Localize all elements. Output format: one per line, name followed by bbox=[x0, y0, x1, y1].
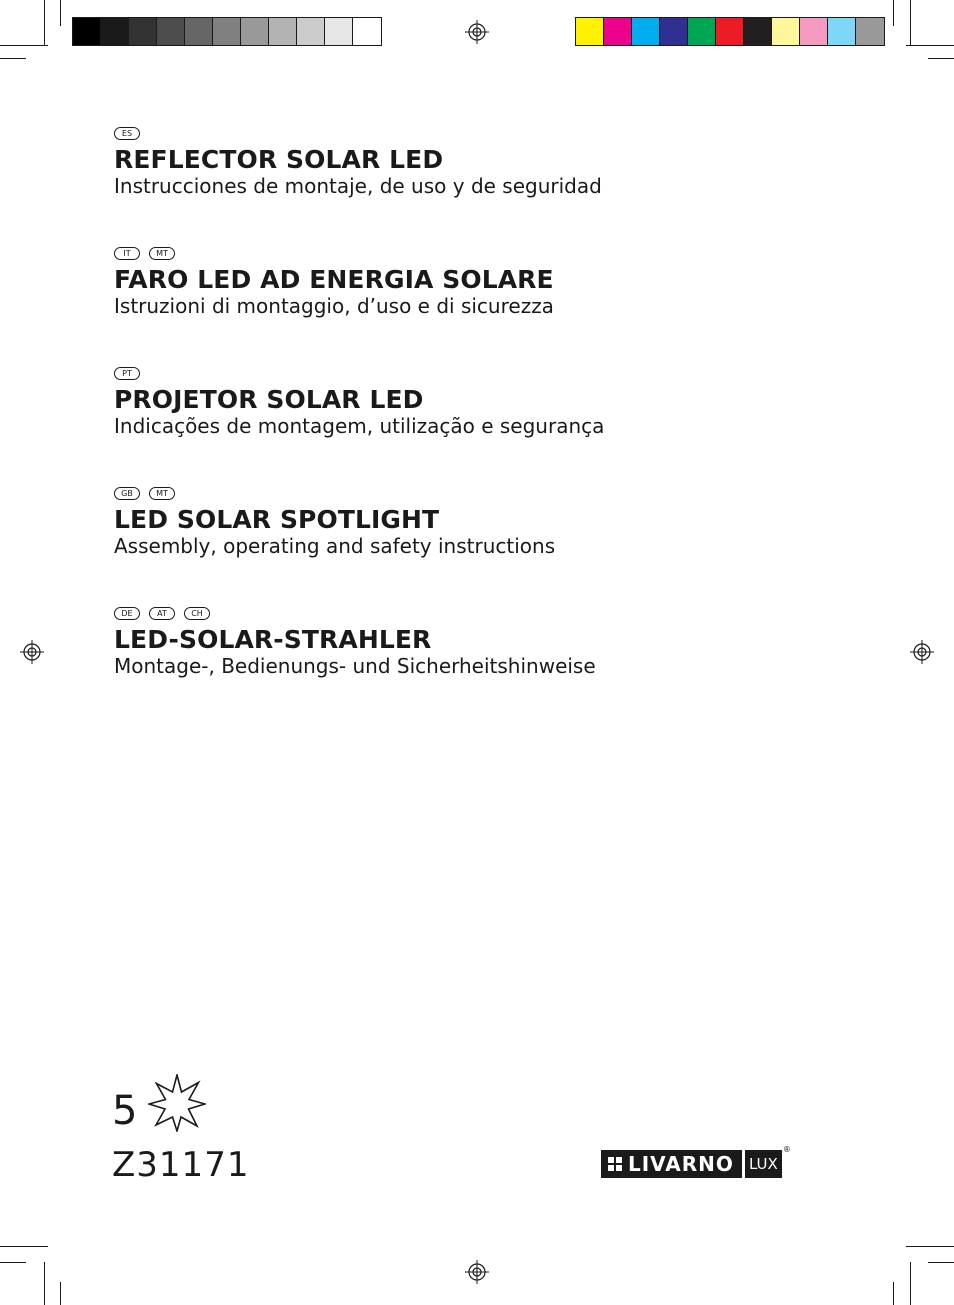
logo-squares-icon bbox=[608, 1157, 622, 1171]
color-swatch bbox=[297, 18, 325, 45]
language-codes bbox=[114, 487, 555, 503]
color-swatch bbox=[604, 18, 632, 45]
color-swatch bbox=[660, 18, 688, 45]
livarno-lux-logo bbox=[601, 1145, 791, 1178]
process-color-bar bbox=[575, 17, 885, 46]
registered-mark: ® bbox=[782, 1145, 791, 1154]
color-swatch bbox=[688, 18, 716, 45]
page-number: 5 bbox=[112, 1088, 138, 1134]
language-code-badge: ES bbox=[114, 127, 140, 140]
language-section-es bbox=[114, 127, 602, 198]
section-subtitle: Istruzioni di montaggio, d’uso e di sicurezza bbox=[114, 294, 554, 318]
language-section-it-mt bbox=[114, 247, 554, 318]
crop-mark bbox=[910, 1262, 911, 1305]
color-swatch bbox=[856, 18, 884, 45]
brand-suffix: LUX bbox=[748, 1155, 778, 1173]
section-subtitle: Instrucciones de montaje, de uso y de seguridad bbox=[114, 174, 602, 198]
language-codes bbox=[114, 127, 602, 143]
color-swatch bbox=[241, 18, 269, 45]
registration-mark-icon bbox=[465, 1260, 489, 1284]
crop-mark bbox=[906, 45, 954, 46]
language-code-badge: CH bbox=[184, 607, 210, 620]
language-code-badge: PT bbox=[114, 367, 140, 380]
section-subtitle: Indicações de montagem, utilização e segurança bbox=[114, 414, 605, 438]
language-code-badge: DE bbox=[114, 607, 140, 620]
logo-lux-block bbox=[745, 1145, 791, 1178]
color-swatch bbox=[325, 18, 353, 45]
color-swatch bbox=[129, 18, 157, 45]
crop-mark bbox=[893, 0, 894, 26]
color-swatch bbox=[716, 18, 744, 45]
language-section-gb-mt bbox=[114, 487, 555, 558]
model-number: Z31171 bbox=[112, 1145, 250, 1185]
language-section-pt bbox=[114, 367, 604, 438]
language-code-badge: GB bbox=[114, 487, 140, 500]
crop-mark bbox=[60, 1282, 61, 1305]
brand-name: LIVARNO bbox=[628, 1152, 734, 1176]
crop-mark bbox=[910, 0, 911, 46]
crop-mark bbox=[0, 1262, 26, 1263]
crop-mark bbox=[928, 1262, 954, 1263]
language-code-badge: MT bbox=[149, 247, 175, 260]
grayscale-color-bar bbox=[72, 17, 382, 46]
section-title: LED-SOLAR-STRAHLER bbox=[114, 625, 432, 654]
registration-mark-icon bbox=[20, 640, 44, 664]
crop-mark bbox=[0, 1246, 48, 1247]
registration-mark-icon bbox=[465, 20, 489, 44]
logo-main-block bbox=[601, 1150, 742, 1178]
registration-mark-icon bbox=[910, 640, 934, 664]
language-codes bbox=[114, 247, 554, 263]
color-swatch bbox=[157, 18, 185, 45]
language-section-de-at-ch bbox=[114, 607, 596, 678]
crop-mark bbox=[893, 1282, 894, 1305]
language-code-badge: MT bbox=[149, 487, 175, 500]
section-subtitle: Assembly, operating and safety instructions bbox=[114, 534, 556, 558]
crop-mark bbox=[0, 58, 26, 59]
color-swatch bbox=[744, 18, 772, 45]
crop-mark bbox=[44, 1262, 45, 1305]
color-swatch bbox=[632, 18, 660, 45]
section-title: LED SOLAR SPOTLIGHT bbox=[114, 505, 440, 534]
color-swatch bbox=[213, 18, 241, 45]
crop-mark bbox=[44, 0, 45, 46]
section-title: PROJETOR SOLAR LED bbox=[114, 385, 424, 414]
language-code-badge: AT bbox=[149, 607, 175, 620]
color-swatch bbox=[772, 18, 800, 45]
crop-mark bbox=[60, 0, 61, 26]
crop-mark bbox=[928, 58, 954, 59]
language-codes bbox=[114, 367, 604, 383]
color-swatch bbox=[185, 18, 213, 45]
color-swatch bbox=[269, 18, 297, 45]
language-codes bbox=[114, 607, 596, 623]
crop-mark bbox=[0, 45, 48, 46]
star-outline-icon bbox=[148, 1074, 206, 1132]
color-swatch bbox=[101, 18, 129, 45]
crop-mark bbox=[906, 1246, 954, 1247]
section-title: FARO LED AD ENERGIA SOLARE bbox=[114, 265, 554, 294]
color-swatch bbox=[576, 18, 604, 45]
color-swatch bbox=[828, 18, 856, 45]
section-title: REFLECTOR SOLAR LED bbox=[114, 145, 444, 174]
color-swatch bbox=[73, 18, 101, 45]
language-code-badge: IT bbox=[114, 247, 140, 260]
color-swatch bbox=[353, 18, 381, 45]
color-swatch bbox=[800, 18, 828, 45]
section-subtitle: Montage-, Bedienungs- und Sicherheitshinweise bbox=[114, 654, 596, 678]
